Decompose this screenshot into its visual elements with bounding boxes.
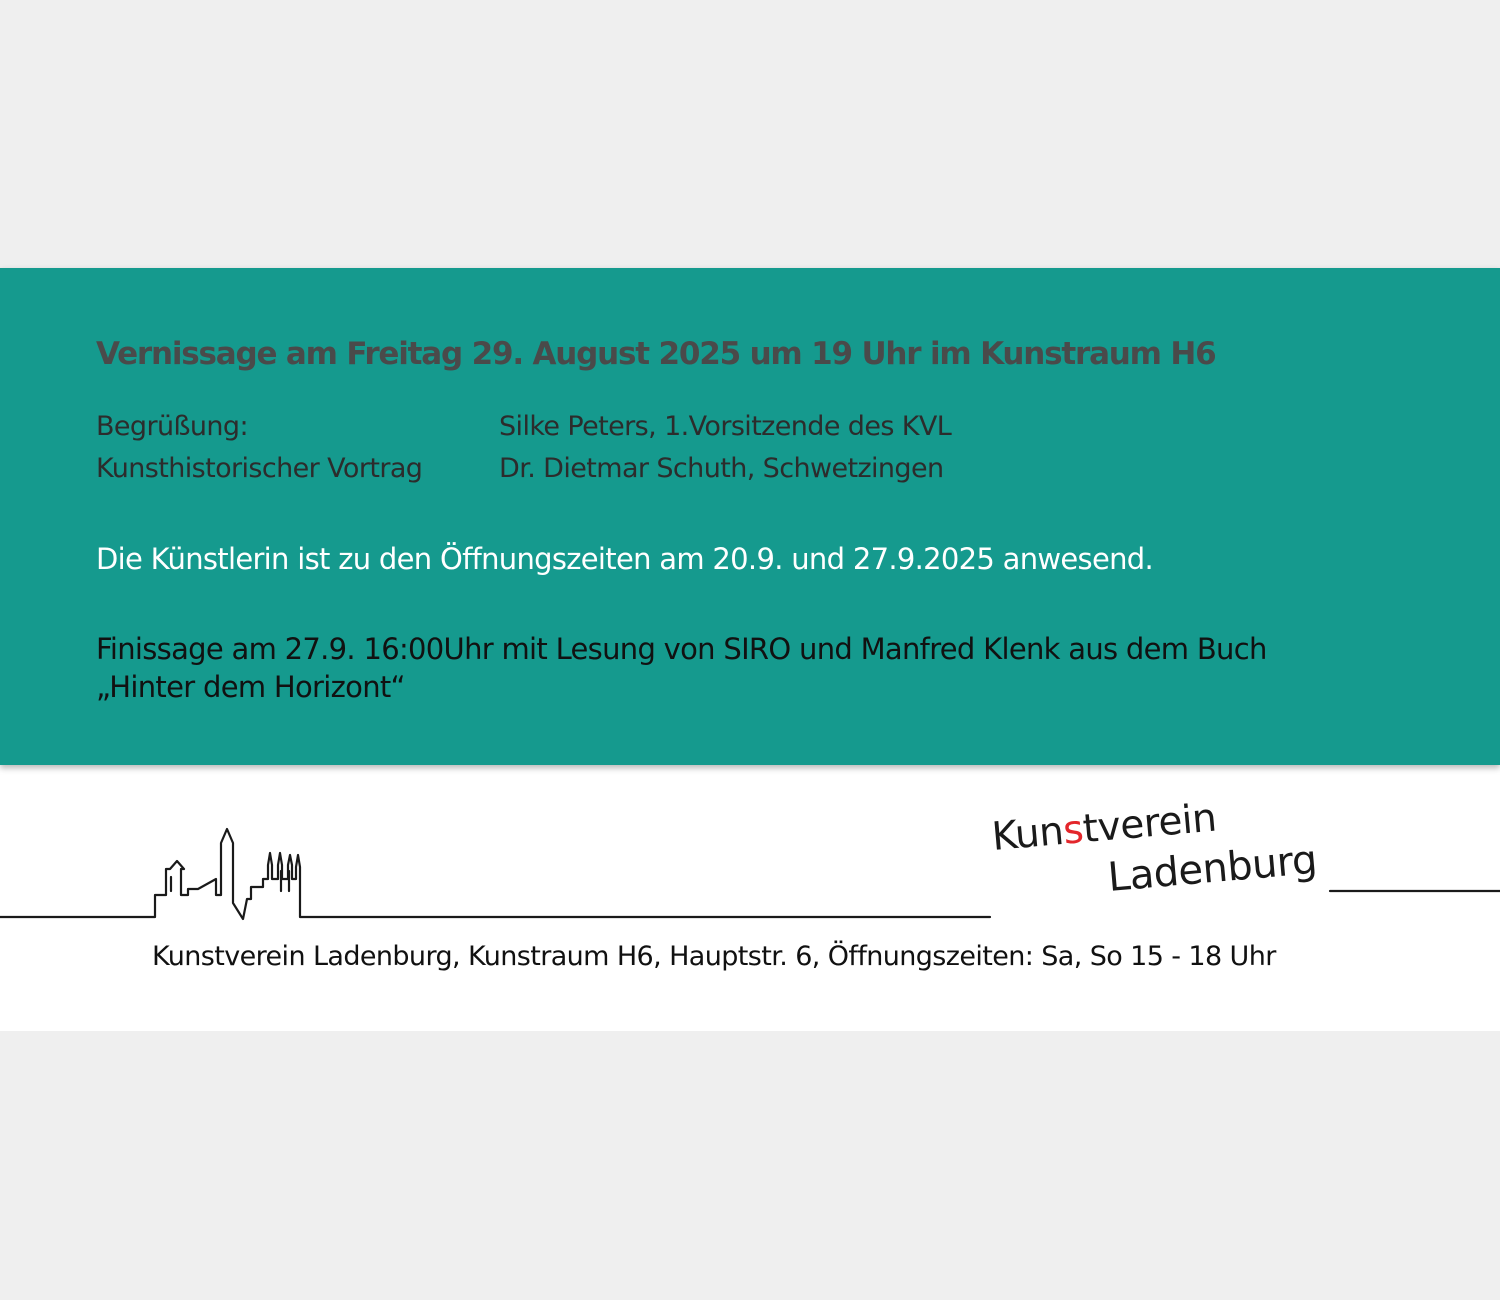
program-label: Begrüßung: — [96, 411, 248, 442]
program-value: Silke Peters, 1.Vorsitzende des KVL — [499, 411, 952, 442]
finissage-text — [96, 630, 1267, 706]
program-row — [96, 448, 951, 490]
finissage-line-2: „Hinter dem Horizont“ — [96, 670, 405, 704]
address-and-hours: Kunstverein Ladenburg, Kunstraum H6, Hauptstr. 6, Öffnungszeiten: Sa, So 15 - 18 Uhr — [152, 941, 1276, 972]
artist-presence-note: Die Künstlerin ist zu den Öffnungszeiten am 20.9. und 27.9.2025 anwesend. — [96, 542, 1154, 576]
program-list — [96, 406, 951, 490]
program-value: Dr. Dietmar Schuth, Schwetzingen — [499, 453, 944, 484]
finissage-line-1: Finissage am 27.9. 16:00Uhr mit Lesung von SIRO und Manfred Klenk aus dem Buch — [96, 632, 1267, 666]
footer — [0, 765, 1500, 1031]
teal-panel — [0, 268, 1500, 765]
logo-line-1: Kunstverein — [990, 795, 1219, 860]
program-label: Kunsthistorischer Vortrag — [96, 453, 423, 484]
kunstverein-logo — [990, 795, 1360, 915]
program-row — [96, 406, 951, 448]
logo-accent-s: s — [1061, 807, 1086, 854]
invitation-card — [0, 268, 1500, 1031]
vernissage-headline: Vernissage am Freitag 29. August 2025 um 19 Uhr im Kunstraum H6 — [96, 336, 1216, 372]
logo-line-2: Ladenburg — [1105, 836, 1319, 901]
